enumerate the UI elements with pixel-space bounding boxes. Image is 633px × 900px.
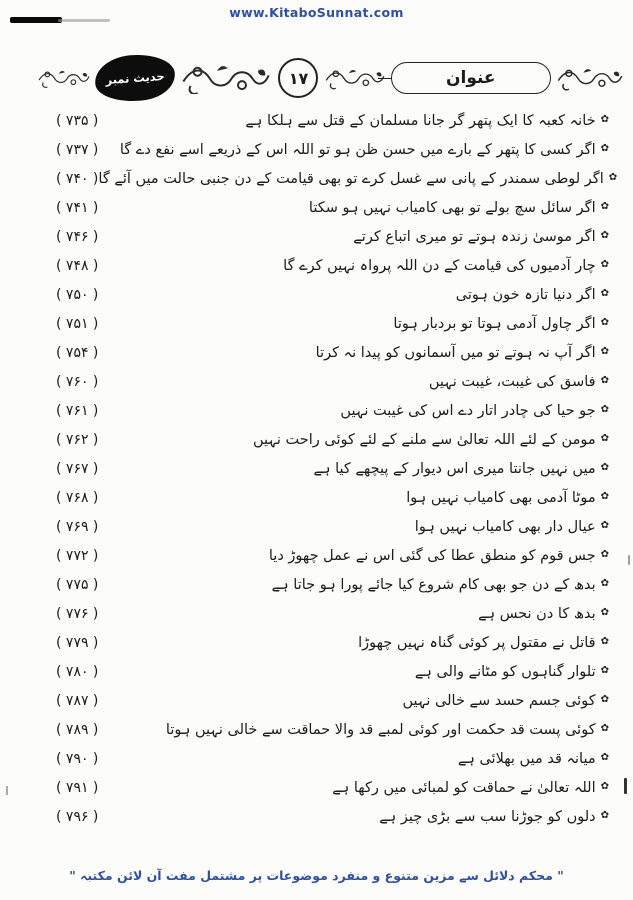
floral-ornament-icon xyxy=(180,62,272,94)
entry-title-wrap xyxy=(98,171,617,187)
toc-row xyxy=(0,599,633,628)
entry-title: چار آدمیوں کی قیامت کے دن اللہ پرواہ نہیں کرے گا xyxy=(283,257,596,274)
entry-title: اللہ تعالیٰ نے حماقت کو لمبائی میں رکھا ہے xyxy=(332,779,596,796)
flower-bullet-icon: ✿ xyxy=(600,490,609,502)
header-ornament-band xyxy=(38,52,623,104)
hadith-number-value: ( ۷۶۲ ) xyxy=(56,432,98,448)
title-capsule xyxy=(391,62,551,94)
entry-title-wrap xyxy=(283,258,609,274)
flower-bullet-icon: ✿ xyxy=(600,432,609,444)
flower-bullet-icon: ✿ xyxy=(600,664,609,676)
toc-row xyxy=(0,309,633,338)
entry-title-wrap xyxy=(332,780,609,796)
entry-title-wrap xyxy=(458,751,609,767)
hadith-number-value: ( ۷۴۶ ) xyxy=(56,229,98,245)
floral-ornament-icon xyxy=(38,63,90,93)
entry-title-wrap xyxy=(245,113,609,129)
entry-title-wrap xyxy=(253,432,609,448)
toc-row xyxy=(0,222,633,251)
hadith-number-value: ( ۷۵۴ ) xyxy=(56,345,98,361)
entry-title-wrap xyxy=(166,722,609,738)
flower-bullet-icon: ✿ xyxy=(600,403,609,415)
toc-row xyxy=(0,686,633,715)
entry-title: مومن کے لئے اللہ تعالیٰ سے ملنے کے لئے کوئی راحت نہیں xyxy=(252,431,596,448)
toc-row xyxy=(0,628,633,657)
flower-bullet-icon: ✿ xyxy=(600,693,609,705)
entry-title-wrap xyxy=(415,664,609,680)
hadith-number-value: ( ۷۴۱ ) xyxy=(56,200,98,216)
flower-bullet-icon: ✿ xyxy=(600,548,609,560)
entry-title: قاتل نے مقتول پر کوئی گناہ نہیں چھوڑا xyxy=(358,634,596,651)
entry-title: اگر آپ نہ ہوتے تو میں آسمانوں کو پیدا نہ کرتا xyxy=(315,344,596,361)
website-url: www.KitaboSunnat.com xyxy=(229,5,404,20)
toc-row xyxy=(0,425,633,454)
hadith-number-value: ( ۷۷۹ ) xyxy=(56,635,98,651)
toc-row xyxy=(0,541,633,570)
entry-title-wrap xyxy=(309,200,609,216)
hadith-number-value: ( ۷۶۰ ) xyxy=(56,374,98,390)
toc-row xyxy=(0,773,633,802)
entry-title-wrap xyxy=(456,287,609,303)
entry-title: تلوار گناہوں کو مٹانے والی ہے xyxy=(414,663,596,680)
entry-title-wrap xyxy=(353,229,609,245)
hadith-number-value: ( ۷۶۱ ) xyxy=(56,403,98,419)
entry-title-wrap xyxy=(478,606,609,622)
hadith-number-value: ( ۷۹۱ ) xyxy=(56,780,98,796)
toc-list xyxy=(0,106,633,831)
toc-row xyxy=(0,251,633,280)
toc-row xyxy=(0,802,633,831)
entry-title-wrap xyxy=(272,577,609,593)
flower-bullet-icon: ✿ xyxy=(600,316,609,328)
flower-bullet-icon: ✿ xyxy=(600,635,609,647)
hadith-number-value: ( ۷۵۰ ) xyxy=(56,287,98,303)
flower-bullet-icon: ✿ xyxy=(600,258,609,270)
page-number-circle xyxy=(278,58,318,98)
flower-bullet-icon: ✿ xyxy=(600,461,609,473)
entry-title: بدھ کا دن نحس ہے xyxy=(478,605,596,622)
hadith-number-value: ( ۷۶۸ ) xyxy=(56,490,98,506)
hadith-number-value: ( ۷۹۰ ) xyxy=(56,751,98,767)
entry-title: جو حیا کی چادر اتار دے اس کی غیبت نہیں xyxy=(340,402,596,419)
flower-bullet-icon: ✿ xyxy=(600,374,609,386)
flower-bullet-icon: ✿ xyxy=(600,577,609,589)
flower-bullet-icon: ✿ xyxy=(600,200,609,212)
flower-bullet-icon: ✿ xyxy=(600,229,609,241)
entry-title: بدھ کے دن جو بھی کام شروع کیا جائے پورا ہو جاتا ہے xyxy=(271,576,596,593)
entry-title-wrap xyxy=(379,809,609,825)
hadith-number-value: ( ۷۳۵ ) xyxy=(56,113,98,129)
toc-row xyxy=(0,193,633,222)
entry-title: اگر چاول آدمی ہوتا تو بردبار ہوتا xyxy=(393,315,596,332)
entry-title-wrap xyxy=(406,490,609,506)
hadith-number-value: ( ۷۹۶ ) xyxy=(56,809,98,825)
floral-ornament-icon xyxy=(325,63,385,93)
hadith-number-value: ( ۷۸۷ ) xyxy=(56,693,98,709)
floral-ornament-icon xyxy=(557,61,623,95)
entry-title-wrap xyxy=(269,548,609,564)
entry-title-wrap xyxy=(120,142,609,158)
toc-row xyxy=(0,164,633,193)
entry-title: اگر سائل سچ بولے تو بھی کامیاب نہیں ہو سکتا xyxy=(308,199,596,216)
flower-bullet-icon: ✿ xyxy=(600,519,609,531)
hadith-number-column-label: حدیث نمبر xyxy=(105,68,166,87)
toc-row xyxy=(0,135,633,164)
flower-bullet-icon: ✿ xyxy=(608,171,618,183)
hadith-number-value: ( ۷۴۰ ) xyxy=(56,171,98,187)
flower-bullet-icon: ✿ xyxy=(600,142,609,154)
entry-title-wrap xyxy=(415,519,609,535)
toc-row xyxy=(0,280,633,309)
entry-title-wrap xyxy=(358,635,609,651)
flower-bullet-icon: ✿ xyxy=(600,287,609,299)
flower-bullet-icon: ✿ xyxy=(600,722,609,734)
toc-row xyxy=(0,106,633,135)
entry-title-wrap xyxy=(403,693,610,709)
hadith-number-value: ( ۷۶۷ ) xyxy=(56,461,98,477)
footer-tagline: " محکم دلائل سے مزین متنوع و منفرد موضوعات پر مشتمل مفت آن لائن مکتبہ " xyxy=(69,868,564,883)
flower-bullet-icon: ✿ xyxy=(600,606,609,618)
toc-row xyxy=(0,744,633,773)
toc-row xyxy=(0,512,633,541)
hadith-number-value: ( ۷۴۸ ) xyxy=(56,258,98,274)
entry-title: کوئی جسم حسد سے خالی نہیں xyxy=(402,692,596,709)
toc-row xyxy=(0,483,633,512)
entry-title: میں نہیں جانتا میری اس دیوار کے پیچھے کیا ہے xyxy=(313,460,596,477)
entry-title: اگر لوطی سمندر کے پانی سے غسل کرے تو بھی قیامت کے دن جنبی حالت میں آئے گا xyxy=(98,170,604,187)
toc-row xyxy=(0,367,633,396)
entry-title: اگر موسیٰ زندہ ہوتے تو میری اتباع کرتے xyxy=(353,228,596,245)
flower-bullet-icon: ✿ xyxy=(600,345,609,357)
entry-title-wrap xyxy=(316,345,609,361)
entry-title-wrap xyxy=(340,403,609,419)
entry-title-wrap xyxy=(314,461,609,477)
hadith-number-value: ( ۷۵۱ ) xyxy=(56,316,98,332)
entry-title: جس قوم کو منطق عطا کی گئی اس نے عمل چھوڑ دیا xyxy=(268,547,596,564)
flower-bullet-icon: ✿ xyxy=(600,113,609,125)
toc-row xyxy=(0,715,633,744)
hadith-number-value: ( ۷۸۹ ) xyxy=(56,722,98,738)
entry-title: فاسق کی غیبت، غیبت نہیں xyxy=(428,373,596,390)
toc-row xyxy=(0,396,633,425)
entry-title: عیال دار بھی کامیاب نہیں ہوا xyxy=(414,518,596,535)
flower-bullet-icon: ✿ xyxy=(600,780,609,792)
toc-row xyxy=(0,454,633,483)
toc-row xyxy=(0,338,633,367)
hadith-number-value: ( ۷۳۷ ) xyxy=(56,142,98,158)
entry-title-wrap xyxy=(429,374,609,390)
entry-title: موٹا آدمی بھی کامیاب نہیں ہوا xyxy=(406,489,596,506)
entry-title: کوئی پست قد حکمت اور کوئی لمبے قد والا حماقت سے خالی نہیں ہوتا xyxy=(165,721,596,738)
entry-title: خانہ کعبہ کا ایک پتھر گر جانا مسلمان کے قتل سے ہلکا ہے xyxy=(245,112,596,129)
hadith-number-stamp xyxy=(95,53,176,102)
page-number: ۱۷ xyxy=(288,68,309,88)
entry-title: دلوں کو جوڑنا سب سے بڑی چیز ہے xyxy=(379,808,596,825)
entry-title-wrap xyxy=(393,316,609,332)
hadith-number-value: ( ۷۷۲ ) xyxy=(56,548,98,564)
hadith-number-value: ( ۷۸۰ ) xyxy=(56,664,98,680)
hadith-number-value: ( ۷۷۶ ) xyxy=(56,606,98,622)
entry-title: اگر کسی کا پتھر کے بارے میں حسن ظن ہو تو اللہ اس کے ذریعے اسے نفع دے گا xyxy=(119,141,596,158)
entry-title: اگر دنیا تازہ خون ہوتی xyxy=(455,286,596,303)
hadith-number-value: ( ۷۶۹ ) xyxy=(56,519,98,535)
title-column-label: عنوان xyxy=(446,68,496,88)
flower-bullet-icon: ✿ xyxy=(600,751,609,763)
entry-title: میانہ قد میں بھلائی ہے xyxy=(457,750,596,767)
flower-bullet-icon: ✿ xyxy=(600,809,609,821)
toc-row xyxy=(0,657,633,686)
hadith-number-value: ( ۷۷۵ ) xyxy=(56,577,98,593)
toc-row xyxy=(0,570,633,599)
